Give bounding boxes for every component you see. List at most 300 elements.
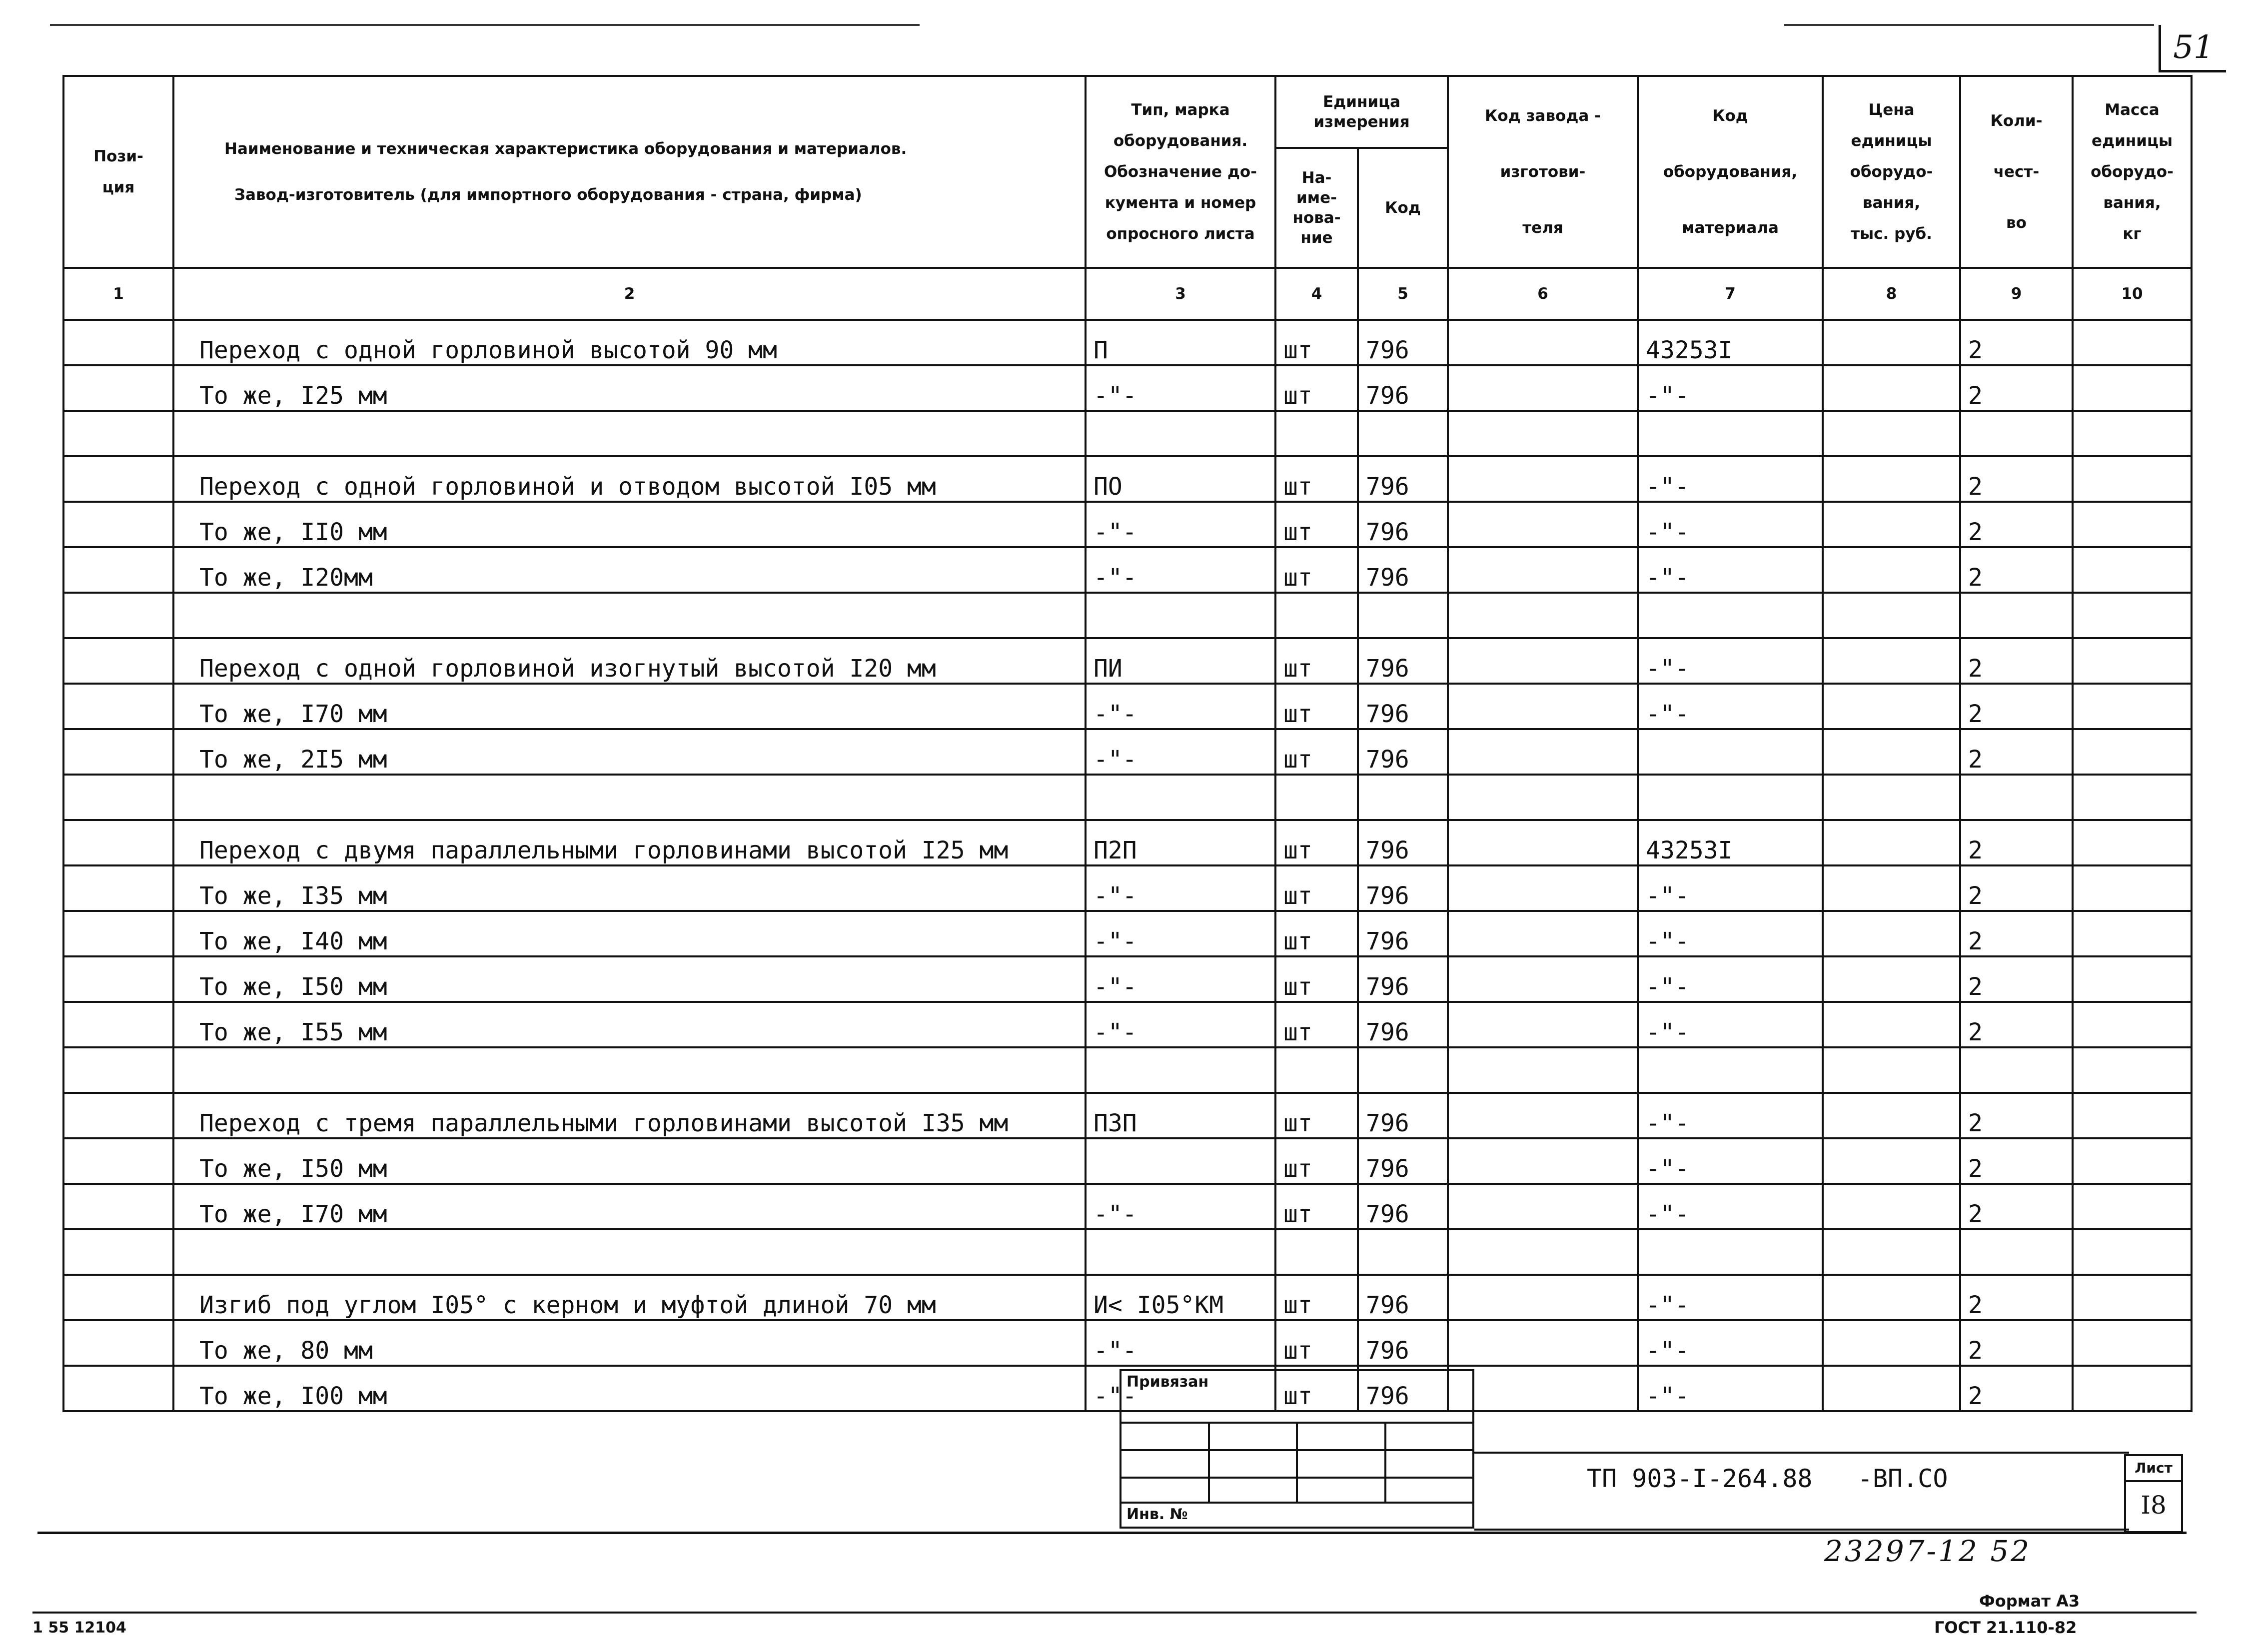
stamp-cell [1385,1478,1474,1503]
cell-unit-code: 796 [1358,1366,1448,1411]
cell-pos [63,956,173,1002]
cell-name: Переход с тремя параллельными горловинами высотой I35 мм [173,1093,1086,1138]
cell-quantity [1960,1047,2073,1093]
cell-unit: шт [1275,729,1358,775]
cell-equipment-code: -"- [1638,1093,1823,1138]
cell-type: -"- [1086,1184,1275,1229]
col-number: 2 [173,268,1086,320]
cell-unit: шт [1275,865,1358,911]
table-row [63,684,2192,729]
handwritten-number: 23297-12 52 [1824,1534,2032,1568]
cell-mass [2073,320,2192,365]
stamp-cell [1385,1450,1474,1478]
cell-quantity: 2 [1960,911,2073,956]
table-row [63,729,2192,775]
cell-equipment-code [1638,775,1823,820]
cell-quantity: 2 [1960,729,2073,775]
cell-unit-code: 796 [1358,456,1448,502]
cell-price [1823,365,1960,411]
cell-quantity: 2 [1960,820,2073,865]
stamp-cell [1209,1478,1297,1503]
cell-type: П [1086,320,1275,365]
cell-pos [63,684,173,729]
cell-equipment-code: -"- [1638,638,1823,684]
header-unit-code: Код [1358,148,1448,268]
cell-unit: шт [1275,502,1358,547]
cell-mass [2073,775,2192,820]
cell-manufacturer-code [1448,593,1638,638]
cell-price [1823,593,1960,638]
header-name: Наименование и техническая характеристика оборудования и материалов. Завод-изготовитель (для импортного оборудования - страна, фирма) [173,76,1086,268]
cell-unit [1275,593,1358,638]
table-row [63,865,2192,911]
table-row [63,320,2192,365]
table-row [63,411,2192,456]
cell-equipment-code [1638,1047,1823,1093]
cell-pos [63,820,173,865]
header-unit-name: На- име- нова- ние [1275,148,1358,268]
cell-mass [2073,1229,2192,1275]
cell-pos [63,1002,173,1047]
cell-quantity: 2 [1960,365,2073,411]
cell-type: -"- [1086,1366,1275,1411]
approval-stamp [1120,1369,1474,1527]
cell-quantity: 2 [1960,1138,2073,1184]
cell-mass [2073,820,2192,865]
col-number: 10 [2073,268,2192,320]
cell-name: Переход с двумя параллельными горловинами высотой I25 мм [173,820,1086,865]
cell-price [1823,729,1960,775]
cell-mass [2073,365,2192,411]
cell-type: -"- [1086,729,1275,775]
stamp-cell [1297,1478,1385,1503]
cell-quantity: 2 [1960,1002,2073,1047]
header-manufacturer-code: Код завода - изготови- теля [1448,76,1638,268]
cell-unit-code [1358,1229,1448,1275]
cell-quantity [1960,1229,2073,1275]
cell-unit: шт [1275,365,1358,411]
cell-mass [2073,593,2192,638]
cell-type [1086,775,1275,820]
header-unit: Единица измерения [1275,76,1448,148]
cell-quantity [1960,775,2073,820]
cell-unit-code [1358,411,1448,456]
cell-equipment-code [1638,729,1823,775]
cell-price [1823,1093,1960,1138]
cell-unit-code [1358,1047,1448,1093]
stamp-inv-no: Инв. № [1121,1503,1473,1528]
header-mass: Масса единицы оборудо- вания, кг [2073,76,2192,268]
cell-mass [2073,1366,2192,1411]
cell-unit: шт [1275,1138,1358,1184]
cell-type [1086,1229,1275,1275]
table-row [63,456,2192,502]
cell-unit-code: 796 [1358,865,1448,911]
cell-unit-code [1358,593,1448,638]
cell-pos [63,502,173,547]
cell-pos [63,729,173,775]
cell-quantity: 2 [1960,1275,2073,1320]
cell-equipment-code [1638,1229,1823,1275]
cell-type: -"- [1086,365,1275,411]
cell-price [1823,456,1960,502]
cell-unit [1275,1047,1358,1093]
cell-equipment-code: -"- [1638,684,1823,729]
cell-pos [63,1229,173,1275]
cell-quantity: 2 [1960,638,2073,684]
table-row [63,775,2192,820]
cell-unit: шт [1275,1320,1358,1366]
cell-quantity [1960,411,2073,456]
cell-mass [2073,456,2192,502]
stamp-cell [1121,1423,1209,1450]
cell-unit-code: 796 [1358,1002,1448,1047]
cell-pos [63,1093,173,1138]
cell-unit: шт [1275,320,1358,365]
cell-unit-code: 796 [1358,1093,1448,1138]
footer-code: 1 55 12104 [32,1619,126,1637]
col-number: 5 [1358,268,1448,320]
cell-manufacturer-code [1448,365,1638,411]
header-type: Тип, марка оборудования. Обозначение до- кумента и номер опросного листа [1086,76,1275,268]
cell-type [1086,411,1275,456]
cell-mass [2073,1320,2192,1366]
table-row [63,365,2192,411]
cell-mass [2073,1138,2192,1184]
cell-equipment-code: -"- [1638,365,1823,411]
cell-equipment-code: -"- [1638,1320,1823,1366]
cell-price [1823,820,1960,865]
cell-unit-code: 796 [1358,365,1448,411]
cell-mass [2073,638,2192,684]
col-number: 9 [1960,268,2073,320]
cell-name [173,1229,1086,1275]
cell-type: -"- [1086,956,1275,1002]
cell-price [1823,1275,1960,1320]
cell-manufacturer-code [1448,638,1638,684]
cell-unit-code: 796 [1358,684,1448,729]
cell-pos [63,1275,173,1320]
cell-equipment-code: -"- [1638,456,1823,502]
cell-mass [2073,1002,2192,1047]
cell-price [1823,1184,1960,1229]
cell-unit-code: 796 [1358,1320,1448,1366]
cell-unit: шт [1275,911,1358,956]
cell-pos [63,865,173,911]
cell-unit [1275,1229,1358,1275]
cell-price [1823,547,1960,593]
cell-quantity: 2 [1960,456,2073,502]
cell-price [1823,684,1960,729]
page-number: 51 [2159,25,2226,72]
table-row [63,956,2192,1002]
table-row [63,820,2192,865]
header-price: Цена единицы оборудо- вания, тыс. руб. [1823,76,1960,268]
col-number: 3 [1086,268,1275,320]
cell-price [1823,1047,1960,1093]
table-row [63,1184,2192,1229]
cell-manufacturer-code [1448,684,1638,729]
col-number: 4 [1275,268,1358,320]
cell-unit: шт [1275,1275,1358,1320]
cell-equipment-code: -"- [1638,502,1823,547]
stamp-cell [1385,1423,1474,1450]
cell-pos [63,456,173,502]
cell-unit-code: 796 [1358,956,1448,1002]
cell-equipment-code: -"- [1638,1138,1823,1184]
cell-name [173,411,1086,456]
table-row [63,593,2192,638]
cell-unit-code: 796 [1358,547,1448,593]
col-number: 7 [1638,268,1823,320]
cell-quantity: 2 [1960,320,2073,365]
cell-manufacturer-code [1448,320,1638,365]
header-equipment-code: Код оборудования, материала [1638,76,1823,268]
cell-pos [63,638,173,684]
col-number: 1 [63,268,173,320]
cell-mass [2073,865,2192,911]
cell-mass [2073,729,2192,775]
top-rule-left [50,24,920,26]
cell-name: То же, I70 мм [173,684,1086,729]
cell-name [173,1047,1086,1093]
document-code: ТП 903-I-264.88 -ВП.СО [1587,1464,1948,1493]
cell-name: То же, I20мм [173,547,1086,593]
cell-equipment-code [1638,411,1823,456]
cell-type: П3П [1086,1093,1275,1138]
cell-manufacturer-code [1448,911,1638,956]
cell-price [1823,956,1960,1002]
cell-type: -"- [1086,1002,1275,1047]
cell-manufacturer-code [1448,547,1638,593]
table-row [63,502,2192,547]
cell-pos [63,911,173,956]
bottom-rule [32,1612,2197,1614]
table-row [63,1047,2192,1093]
cell-quantity: 2 [1960,1184,2073,1229]
cell-manufacturer-code [1448,956,1638,1002]
cell-price [1823,1320,1960,1366]
cell-manufacturer-code [1448,1002,1638,1047]
cell-unit: шт [1275,1366,1358,1411]
cell-name: То же, II0 мм [173,502,1086,547]
cell-type: ПО [1086,456,1275,502]
col-number: 6 [1448,268,1638,320]
cell-pos [63,1047,173,1093]
sheet-label: Лист [2126,1456,2181,1482]
stamp-cell [1297,1450,1385,1478]
cell-name: То же, I70 мм [173,1184,1086,1229]
table-row [63,547,2192,593]
cell-equipment-code: 43253I [1638,820,1823,865]
cell-equipment-code: -"- [1638,865,1823,911]
cell-quantity: 2 [1960,1093,2073,1138]
cell-name: То же, I25 мм [173,365,1086,411]
cell-name: То же, I50 мм [173,956,1086,1002]
cell-mass [2073,1275,2192,1320]
cell-equipment-code: -"- [1638,911,1823,956]
cell-equipment-code: 43253I [1638,320,1823,365]
cell-manufacturer-code [1448,1275,1638,1320]
cell-manufacturer-code [1448,1320,1638,1366]
cell-price [1823,775,1960,820]
cell-type: -"- [1086,865,1275,911]
cell-unit-code: 796 [1358,638,1448,684]
table-row [63,1229,2192,1275]
cell-manufacturer-code [1448,865,1638,911]
cell-pos [63,1184,173,1229]
cell-price [1823,1366,1960,1411]
cell-mass [2073,956,2192,1002]
cell-manufacturer-code [1448,1138,1638,1184]
cell-pos [63,1366,173,1411]
cell-pos [63,775,173,820]
cell-price [1823,320,1960,365]
cell-name: То же, 2I5 мм [173,729,1086,775]
cell-unit: шт [1275,956,1358,1002]
sheet-box [2124,1454,2183,1533]
cell-unit: шт [1275,638,1358,684]
cell-mass [2073,911,2192,956]
cell-unit-code: 796 [1358,1184,1448,1229]
cell-manufacturer-code [1448,1047,1638,1093]
cell-name: Переход с одной горловиной и отводом высотой I05 мм [173,456,1086,502]
cell-unit-code: 796 [1358,320,1448,365]
cell-price [1823,1229,1960,1275]
table-row [63,638,2192,684]
cell-unit-code: 796 [1358,1275,1448,1320]
table-row [63,1002,2192,1047]
cell-manufacturer-code [1448,775,1638,820]
cell-equipment-code: -"- [1638,1275,1823,1320]
stamp-cell [1209,1423,1297,1450]
cell-price [1823,502,1960,547]
cell-manufacturer-code [1448,1093,1638,1138]
cell-equipment-code: -"- [1638,956,1823,1002]
cell-mass [2073,547,2192,593]
cell-equipment-code: -"- [1638,1366,1823,1411]
stamp-cell [1297,1423,1385,1450]
cell-quantity: 2 [1960,956,2073,1002]
cell-manufacturer-code [1448,729,1638,775]
header-position: Пози- ция [63,76,173,268]
cell-name: Переход с одной горловиной изогнутый высотой I20 мм [173,638,1086,684]
cell-name [173,775,1086,820]
cell-mass [2073,1093,2192,1138]
format-label: Формат А3 [1979,1592,2080,1611]
cell-mass [2073,411,2192,456]
cell-price [1823,911,1960,956]
cell-unit-code: 796 [1358,820,1448,865]
cell-name: То же, I00 мм [173,1366,1086,1411]
cell-pos [63,411,173,456]
cell-type: -"- [1086,911,1275,956]
cell-unit [1275,775,1358,820]
cell-unit: шт [1275,1184,1358,1229]
cell-pos [63,593,173,638]
cell-pos [63,320,173,365]
cell-manufacturer-code [1448,502,1638,547]
cell-mass [2073,502,2192,547]
cell-unit: шт [1275,684,1358,729]
cell-name: Изгиб под углом I05° с керном и муфтой длиной 70 мм [173,1275,1086,1320]
cell-quantity: 2 [1960,1366,2073,1411]
cell-manufacturer-code [1448,456,1638,502]
header-quantity: Коли- чест- во [1960,76,2073,268]
cell-equipment-code: -"- [1638,547,1823,593]
cell-manufacturer-code [1448,411,1638,456]
stamp-cell [1209,1450,1297,1478]
cell-type: П2П [1086,820,1275,865]
cell-type: -"- [1086,684,1275,729]
cell-name: То же, I50 мм [173,1138,1086,1184]
table-body [63,320,2192,1411]
table-row [63,1138,2192,1184]
cell-unit: шт [1275,820,1358,865]
cell-quantity: 2 [1960,1320,2073,1366]
cell-type: ПИ [1086,638,1275,684]
table-row [63,1093,2192,1138]
cell-pos [63,1320,173,1366]
cell-name: Переход с одной горловиной высотой 90 мм [173,320,1086,365]
cell-unit-code: 796 [1358,911,1448,956]
table-row [63,911,2192,956]
cell-name: То же, I40 мм [173,911,1086,956]
gost-label: ГОСТ 21.110-82 [1934,1618,2077,1637]
cell-manufacturer-code [1448,1229,1638,1275]
cell-manufacturer-code [1448,1366,1638,1411]
table-row [63,1320,2192,1366]
table-row [63,1275,2192,1320]
cell-price [1823,1138,1960,1184]
cell-equipment-code: -"- [1638,1002,1823,1047]
cell-name: То же, I55 мм [173,1002,1086,1047]
cell-price [1823,638,1960,684]
cell-quantity: 2 [1960,684,2073,729]
cell-unit: шт [1275,456,1358,502]
specification-table [62,75,2193,1412]
cell-mass [2073,1184,2192,1229]
cell-type [1086,1138,1275,1184]
cell-unit: шт [1275,1093,1358,1138]
cell-price [1823,1002,1960,1047]
cell-pos [63,547,173,593]
cell-price [1823,411,1960,456]
cell-unit-code: 796 [1358,729,1448,775]
cell-type: -"- [1086,1320,1275,1366]
stamp-privyazan: Привязан [1121,1370,1473,1423]
cell-mass [2073,1047,2192,1093]
top-rule-right [1784,24,2154,26]
cell-name: То же, I35 мм [173,865,1086,911]
cell-pos [63,1138,173,1184]
cell-type [1086,1047,1275,1093]
cell-unit: шт [1275,547,1358,593]
cell-type: -"- [1086,547,1275,593]
cell-name [173,593,1086,638]
cell-quantity: 2 [1960,502,2073,547]
cell-type: -"- [1086,502,1275,547]
cell-unit-code: 796 [1358,502,1448,547]
stamp-cell [1121,1478,1209,1503]
cell-name: То же, 80 мм [173,1320,1086,1366]
cell-manufacturer-code [1448,1184,1638,1229]
cell-type [1086,593,1275,638]
cell-equipment-code: -"- [1638,1184,1823,1229]
cell-unit-code: 796 [1358,1138,1448,1184]
cell-unit: шт [1275,1002,1358,1047]
cell-manufacturer-code [1448,820,1638,865]
